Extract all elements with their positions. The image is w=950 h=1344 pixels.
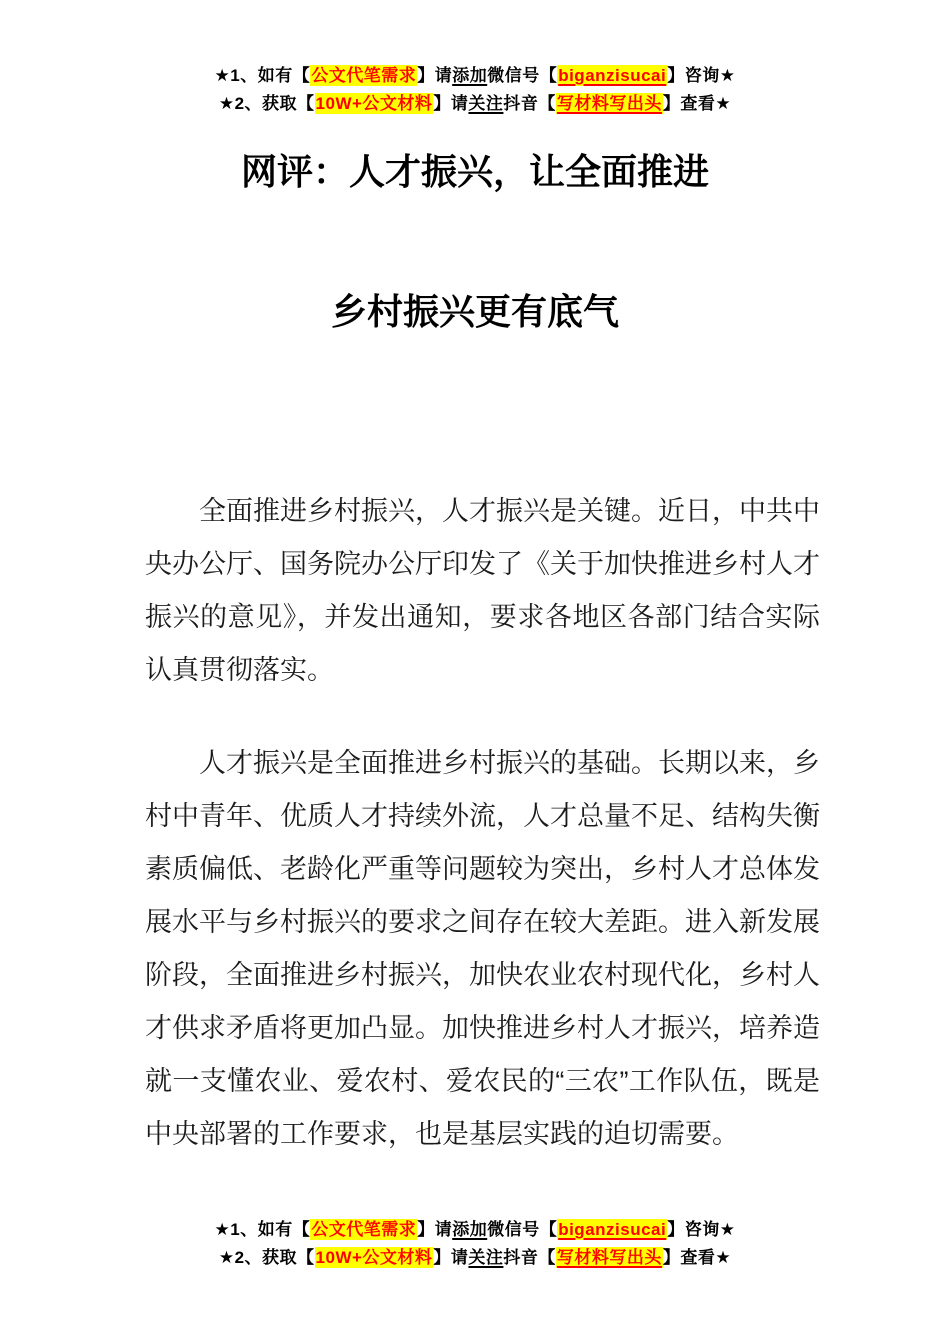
promo-1-prefix: ★1、如有【 [214,1220,311,1239]
promo-1-prefix: ★1、如有【 [214,66,311,85]
promo-1-suffix: 】咨询★ [667,1220,736,1239]
promo-1-suffix: 】咨询★ [667,66,736,85]
promo-2-suffix: 】查看★ [662,1248,732,1267]
promo-line-1 [0,62,950,90]
promo-2-mid: 】请 [433,1248,469,1267]
keyword-highlight-materials: 10W+公文材料 [315,94,433,113]
document-body [145,485,820,1161]
doc-title-line-1: 网评：人才振兴，让全面推进 [240,151,709,192]
promo-line-2 [0,1244,950,1272]
doc-title-line-2: 乡村振兴更有底气 [330,291,619,332]
wechat-id-highlight: biganzisucai [558,66,667,85]
promo-2-suffix: 】查看★ [662,94,732,113]
promo-1-mid: 】请 [417,66,453,85]
wechat-id-highlight: biganzisucai [558,1220,667,1239]
promo-1-wechat-label: 微信号【 [487,66,558,85]
keyword-highlight-writing-service: 公文代笔需求 [311,66,417,85]
promo-2-douyin-label: 抖音【 [503,94,556,113]
keyword-highlight-materials: 10W+公文材料 [315,1248,433,1267]
promo-2-prefix: ★2、获取【 [218,94,315,113]
keyword-highlight-writing-service: 公文代笔需求 [311,1220,417,1239]
promo-2-mid: 】请 [433,94,469,113]
promo-banner-bottom [0,1216,950,1272]
promo-1-mid: 】请 [417,1220,453,1239]
action-add-underlined: 添加 [452,66,488,85]
action-follow-underlined: 关注 [468,1248,504,1267]
promo-line-2 [0,90,950,118]
promo-1-wechat-label: 微信号【 [487,1220,558,1239]
body-paragraph-1: 全面推进乡村振兴，人才振兴是关键。近日，中共中央办公厅、国务院办公厅印发了《关于加快推进乡村人才振兴的意见》，并发出通知，要求各地区各部门结合实际认真贯彻落实。 [145,496,820,685]
body-paragraph-2: 人才振兴是全面推进乡村振兴的基础。长期以来，乡村中青年、优质人才持续外流，人才总量不足、结构失衡素质偏低、老龄化严重等问题较为突出，乡村人才总体发展水平与乡村振兴的要求之间存在较大差距。进入新发展阶段，全面推进乡村振兴，加快农业农村现代化，乡村人才供求矛盾将更加凸显。加快推进乡村人才振兴，培养造就一支懂农业、爱农村、爱农民的“三农”工作队伍，既是中央部署的工作要求，也是基层实践的迫切需要。 [145,748,820,1149]
promo-line-1 [0,1216,950,1244]
promo-2-prefix: ★2、获取【 [218,1248,315,1267]
douyin-id-highlight: 写材料写出头 [556,94,662,113]
promo-2-douyin-label: 抖音【 [503,1248,556,1267]
promo-banner-top [0,0,950,118]
action-add-underlined: 添加 [452,1220,488,1239]
douyin-id-highlight: 写材料写出头 [556,1248,662,1267]
action-follow-underlined: 关注 [468,94,504,113]
